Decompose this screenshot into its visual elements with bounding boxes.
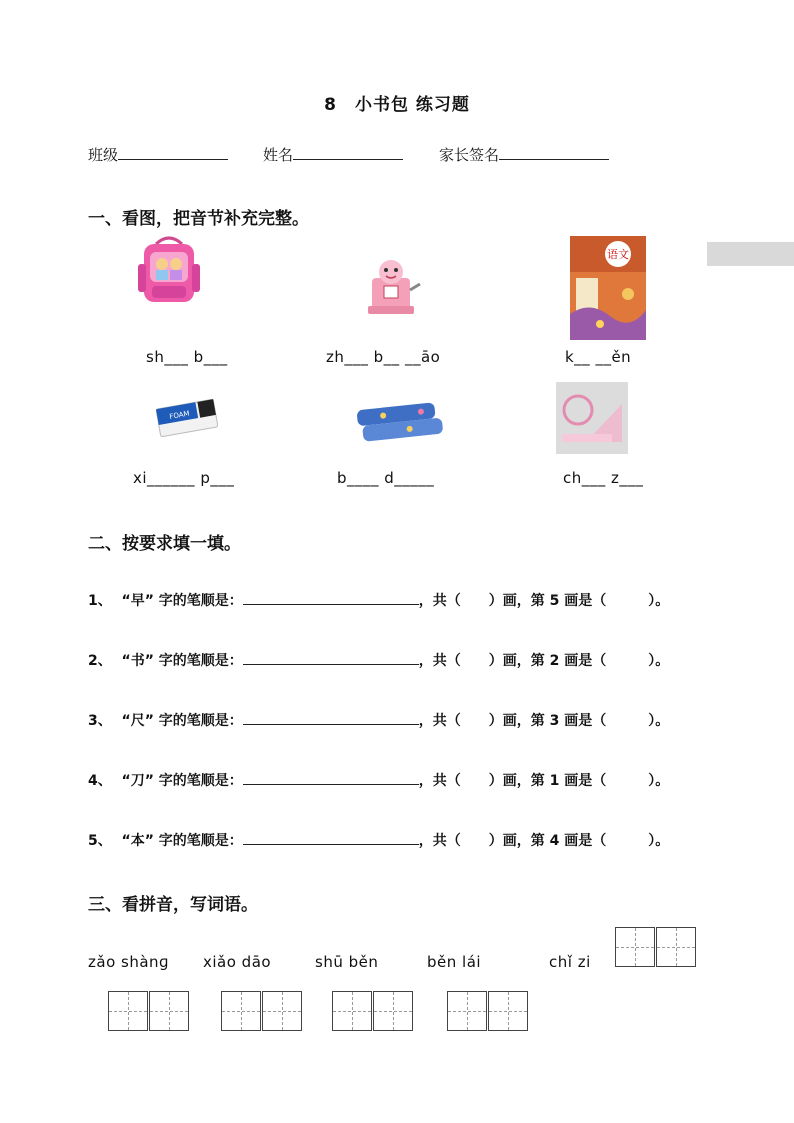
class-label: 班级 [88, 146, 119, 164]
question-text: ，共（ ）画，第 [418, 773, 545, 789]
stroke-order-blank [243, 831, 419, 845]
question-text: 字的笔顺是： [158, 773, 243, 789]
writing-grid-4a[interactable] [447, 991, 487, 1031]
pinyin-blank-3[interactable]: k__ __ěn [565, 348, 632, 366]
writing-grid-3a[interactable] [332, 991, 372, 1031]
pinyin-word-3: shū běn [315, 953, 379, 971]
stroke-order-blank [243, 651, 419, 665]
pinyin-word-5: chǐ zi [549, 953, 591, 971]
question-char: “书” [121, 653, 154, 669]
name-label: 姓名 [263, 146, 294, 164]
stroke-number: 2 [549, 653, 560, 669]
stroke-number: 1 [549, 773, 560, 789]
pinyin-word-2: xiǎo dāo [203, 953, 272, 971]
question-number: 1、 [88, 593, 112, 609]
question-number: 5、 [88, 833, 112, 849]
svg-text:FOAM: FOAM [168, 409, 191, 421]
stroke-question-2[interactable] [88, 650, 669, 670]
section3-heading: 三、看拼音，写词语。 [88, 895, 258, 915]
writing-grid-3b[interactable] [373, 991, 413, 1031]
question-text: 画是（ ）。 [564, 653, 670, 669]
stroke-number: 4 [549, 833, 560, 849]
pinyin-word-1: zǎo shànɡ [88, 953, 170, 971]
question-text: ，共（ ）画，第 [418, 593, 545, 609]
question-char: “早” [121, 593, 154, 609]
pinyin-word-4: běn lái [427, 953, 482, 971]
schoolbag-image [136, 234, 202, 308]
stroke-number: 5 [549, 593, 560, 609]
writing-grid-2b[interactable] [262, 991, 302, 1031]
parent-signature-field[interactable] [439, 144, 609, 165]
stroke-question-1[interactable] [88, 590, 669, 610]
writing-grid-5b[interactable] [656, 927, 696, 967]
question-text: 字的笔顺是： [158, 713, 243, 729]
section2-heading: 二、按要求填一填。 [88, 534, 241, 554]
pinyin-blank-2[interactable]: zh___ b__ __āo [326, 348, 441, 366]
stroke-question-4[interactable] [88, 770, 669, 790]
svg-text:语文: 语文 [607, 248, 629, 261]
pinyin-blank-1[interactable]: sh___ b___ [146, 348, 228, 366]
pencil-case-image [354, 400, 444, 446]
question-char: “刀” [121, 773, 154, 789]
name-field[interactable] [263, 144, 403, 165]
question-text: 画是（ ）。 [564, 713, 670, 729]
page-title: 8 小书包 练习题 [324, 95, 470, 115]
question-text: ，共（ ）画，第 [418, 833, 545, 849]
stroke-number: 3 [549, 713, 560, 729]
writing-grid-5a[interactable] [615, 927, 655, 967]
pinyin-blank-4[interactable]: xi______ p___ [133, 469, 235, 487]
side-tab-bar [707, 242, 794, 266]
section1-heading: 一、看图，把音节补充完整。 [88, 209, 309, 229]
class-field[interactable] [88, 144, 228, 165]
writing-grid-2a[interactable] [221, 991, 261, 1031]
question-text: ，共（ ）画，第 [418, 713, 545, 729]
question-text: 字的笔顺是： [158, 833, 243, 849]
question-text: 画是（ ）。 [564, 773, 670, 789]
question-number: 2、 [88, 653, 112, 669]
ruler-set-image [556, 382, 628, 454]
question-text: 字的笔顺是： [158, 653, 243, 669]
question-text: 画是（ ）。 [564, 593, 670, 609]
question-char: “尺” [121, 713, 154, 729]
question-number: 3、 [88, 713, 112, 729]
stroke-order-blank [243, 771, 419, 785]
pinyin-blank-5[interactable]: b____ d_____ [337, 469, 435, 487]
writing-grid-4b[interactable] [488, 991, 528, 1031]
pinyin-blank-6[interactable]: ch___ z___ [563, 469, 644, 487]
question-text: 画是（ ）。 [564, 833, 670, 849]
stroke-question-3[interactable] [88, 710, 669, 730]
writing-grid-1a[interactable] [108, 991, 148, 1031]
stroke-order-blank [243, 591, 419, 605]
question-text: ，共（ ）画，第 [418, 653, 545, 669]
stroke-question-5[interactable] [88, 830, 669, 850]
stroke-order-blank [243, 711, 419, 725]
question-char: “本” [121, 833, 154, 849]
question-text: 字的笔顺是： [158, 593, 243, 609]
writing-grid-1b[interactable] [149, 991, 189, 1031]
parent-signature-label: 家长签名 [439, 146, 500, 164]
question-number: 4、 [88, 773, 112, 789]
chinese-textbook-image [570, 236, 646, 340]
eraser-image [156, 398, 218, 438]
pencil-sharpener-image [358, 252, 424, 318]
